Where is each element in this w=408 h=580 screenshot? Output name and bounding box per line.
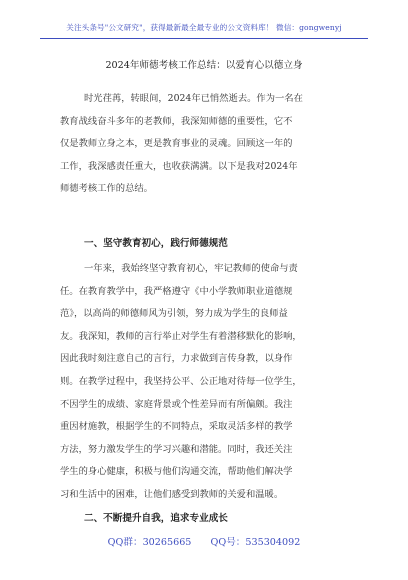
header-banner: 关注头条号"公文研究"，获得最新最全最专业的公文资料库！ 微信：gongwenyj xyxy=(66,23,342,32)
section-1-heading: 一、坚守教育初心，践行师德规范 xyxy=(84,238,228,249)
section-1-line: 方法，努力激发学生的学习兴趣和潜能。同时，我还关注 xyxy=(60,443,293,455)
intro-line: 仅是教师立身之本，更是教育事业的灵魂。回顾这一年的 xyxy=(60,138,293,150)
section-1-line: 学生的身心健康，积极与他们沟通交流，帮助他们解决学 xyxy=(60,466,293,478)
header-rule xyxy=(40,38,368,39)
intro-line: 工作，我深感责任重大，也收获满满。以下是我对2024年 xyxy=(60,160,298,172)
section-1-line: 则。在教学过程中，我坚持公平、公正地对待每一位学生， xyxy=(60,375,302,387)
section-1-line: 范》，以高尚的师德师风为引领，努力成为学生的良师益 xyxy=(60,308,288,320)
section-1-line: 任。在教育教学中，我严格遵守《中小学教师职业道德规 xyxy=(60,285,293,297)
section-1-line: 重因材施教，根据学生的不同特点，采取灵活多样的教学 xyxy=(60,421,293,433)
section-2-heading: 二、不断提升自我，追求专业成长 xyxy=(84,513,228,524)
intro-paragraph xyxy=(60,88,350,201)
intro-line: 师德考核工作的总结。 xyxy=(60,183,153,195)
section-1-line: 不因学生的成绩、家庭背景或个性差异而有所偏颇。我注 xyxy=(60,398,293,410)
section-1-line: 一年来，我始终坚守教育初心，牢记教师的使命与责 xyxy=(84,263,298,274)
section-1-line: 友。我深知，教师的言行举止对学生有着潜移默化的影响， xyxy=(60,330,302,342)
section-1-line: 因此我时刻注意自己的言行，力求做到言传身教，以身作 xyxy=(60,353,293,365)
document-title: 2024年师德考核工作总结：以爱育心以德立身 xyxy=(105,60,303,71)
intro-line: 教育战线奋斗多年的老教师，我深知师德的重要性，它不 xyxy=(60,115,293,127)
footer-qq-number: QQ号：535304092 xyxy=(210,537,301,548)
section-1-line: 习和生活中的困难，让他们感受到教师的关爱和温暖。 xyxy=(60,488,284,500)
intro-line: 时光荏苒，转眼间，2024年已悄然逝去。作为一名在 xyxy=(84,93,303,104)
footer-qq-group: QQ群：30265665 xyxy=(107,537,192,548)
section-1-paragraph xyxy=(60,258,350,507)
footer-contact xyxy=(0,534,408,548)
